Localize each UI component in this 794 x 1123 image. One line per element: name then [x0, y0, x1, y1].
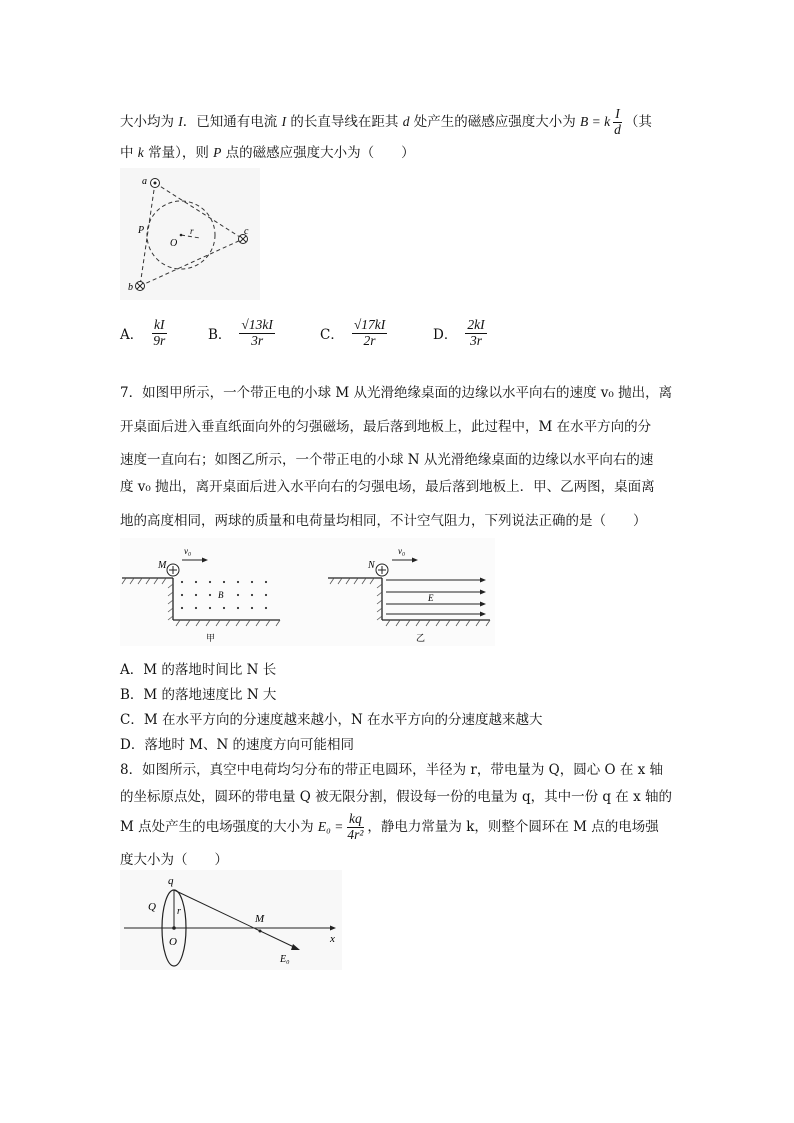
q8-line-2: 的坐标原点处，圆环的带电量 Q 被无限分割，假设每一份的电量为 q，其中一份 q 在 x 轴的: [120, 789, 673, 805]
q7-option-c[interactable]: C．M 在水平方向的分速度越来越小，N 在水平方向的分速度越来越大: [120, 712, 543, 728]
e0-fraction: $\frac{kq}{\text{4r²}}$: [347, 811, 364, 842]
q6-option-a[interactable]: A． $\frac{kI}{9r}$: [120, 317, 166, 348]
center-dot: [180, 234, 183, 237]
label-a: a: [142, 176, 147, 187]
q6-option-d[interactable]: D． $\frac{2kI}{3r}$: [433, 317, 485, 348]
label-r: r: [177, 906, 181, 917]
label-Q: Q: [148, 901, 156, 913]
q7-line-1: 7．如图甲所示，一个带正电的小球 M 从光滑绝缘桌面的边缘以水平向右的速度 v₀ 抛出，离: [120, 385, 673, 401]
q6-line-1: 大小均为 I．已知通有电流 I 的长直导线在距其 d 处产生的磁感应强度大小为 B = k $\frac{I}{d}$ （其: [120, 106, 652, 137]
q7-line-3: 速度一直向右；如图乙所示，一个带正电的小球 N 从光滑绝缘桌面的边缘以水平向右的速: [120, 452, 654, 468]
wire-a-dot-icon: [151, 179, 160, 188]
q8-line-3: M 点处产生的电场强度的大小为 E₀ = $\frac{kq}{\text{4r²}}$ ，静电力常量为 k，则整个圆环在 M 点的电场强: [120, 811, 659, 842]
label-b: b: [128, 282, 133, 293]
q6-triangle-figure: [120, 168, 260, 300]
label-q: q: [168, 875, 174, 887]
q7-line-5: 地的高度相同，两球的质量和电荷量均相同，不计空气阻力，下列说法正确的是（ ）: [120, 513, 647, 529]
center-O: [172, 926, 176, 930]
caption-yi: 乙: [416, 633, 426, 643]
q6-option-b[interactable]: B． $\frac{√13kI}{3r}$: [208, 317, 273, 348]
q6-option-c[interactable]: C． $\frac{√17kI}{2r}$: [320, 317, 386, 348]
label-v0-yi: v₀: [398, 546, 406, 556]
label-r: r: [190, 226, 194, 236]
ball-n-icon: [376, 564, 388, 576]
label-c: c: [244, 226, 249, 237]
q8-ring-figure: [120, 870, 342, 970]
q7-option-b[interactable]: B．M 的落地速度比 N 大: [120, 687, 277, 703]
formula-fraction: $\frac{I}{d}$: [614, 106, 621, 137]
label-N: N: [368, 560, 375, 571]
formula-lhs: B = k: [580, 113, 611, 129]
wire-b-cross-icon: [136, 282, 145, 291]
q7-line-4: 度 v₀ 抛出，离开桌面后进入水平向右的匀强电场，最后落到地板上．甲、乙两图，桌面离: [120, 479, 655, 495]
label-v0-jia: v₀: [184, 546, 192, 556]
caption-jia: 甲: [206, 633, 216, 643]
label-B: B: [218, 590, 224, 600]
q7-figures: [120, 538, 495, 646]
q7-option-d[interactable]: D．落地时 M、N 的速度方向可能相同: [120, 737, 355, 753]
figure-background: [120, 870, 342, 970]
label-P: P: [138, 225, 145, 236]
q7-line-2: 开桌面后进入垂直纸面向外的匀强磁场，最后落到地板上，此过程中，M 在水平方向的分: [120, 419, 652, 435]
label-x: x: [330, 933, 335, 945]
label-M: M: [158, 560, 167, 571]
ball-m-icon: [167, 564, 179, 576]
q8-line-4: 度大小为（ ）: [120, 852, 228, 868]
q8-line-1: 8．如图所示，真空中电荷均匀分布的带正电圆环，半径为 r，带电量为 Q，圆心 O 在 x 轴: [120, 762, 664, 778]
label-O: O: [169, 936, 177, 948]
label-E: E: [428, 593, 434, 603]
label-E0: E₀: [280, 954, 290, 965]
q6-line-2: 中 k 常量），则 P 点的磁感应强度大小为（ ）: [120, 145, 415, 161]
q7-option-a[interactable]: A．M 的落地时间比 N 长: [120, 662, 277, 678]
label-O: O: [170, 238, 178, 249]
point-M: [259, 930, 262, 933]
label-M: M: [255, 913, 265, 925]
